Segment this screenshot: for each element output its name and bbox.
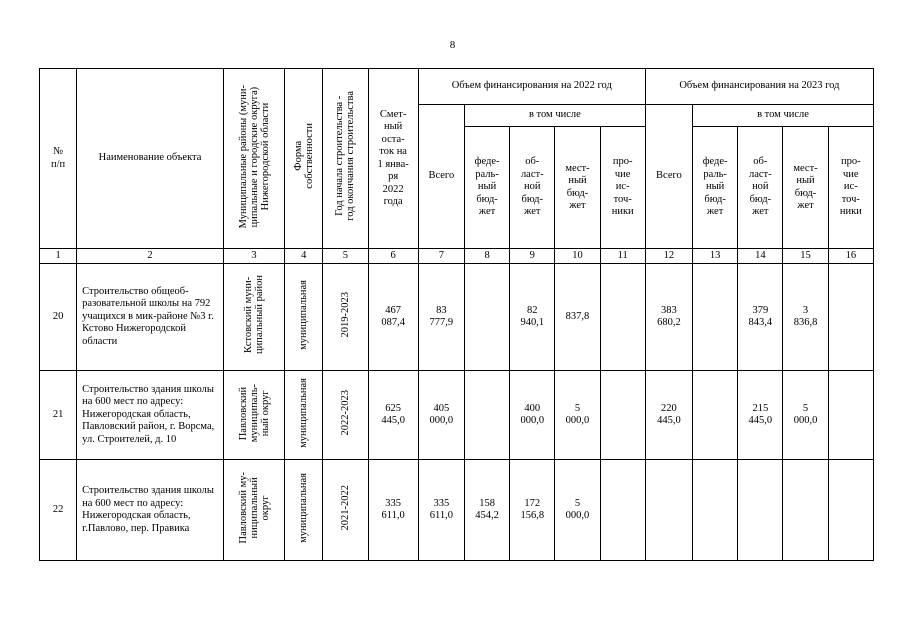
local-2022: 5 000,0 bbox=[555, 460, 600, 561]
column-index: 7 bbox=[418, 249, 464, 264]
header-local-2023: мест- ный бюд- жет bbox=[783, 127, 828, 249]
row-number: 22 bbox=[40, 460, 77, 561]
header-local-2022: мест- ный бюд- жет bbox=[555, 127, 600, 249]
header-num: № п/п bbox=[40, 69, 77, 249]
header-including-2023: в том числе bbox=[693, 105, 874, 127]
row-number: 20 bbox=[40, 264, 77, 371]
column-index: 15 bbox=[783, 249, 828, 264]
header-total-2022: Всего bbox=[418, 105, 464, 249]
other-2022 bbox=[600, 460, 645, 561]
regional-2022: 82 940,1 bbox=[510, 264, 555, 371]
ownership: муниципальная bbox=[298, 377, 310, 448]
header-federal-2022: феде- раль- ный бюд- жет bbox=[464, 127, 509, 249]
regional-2023: 215 445,0 bbox=[738, 371, 783, 460]
column-index: 8 bbox=[464, 249, 509, 264]
total-2022: 83 777,9 bbox=[418, 264, 464, 371]
table-row bbox=[40, 460, 874, 561]
district: Павловский му- ниципальный округ bbox=[237, 472, 271, 544]
header-period-cell bbox=[323, 69, 368, 249]
header-district: Муниципальные районы (муни- ципальные и городские округа) Нижегородской области bbox=[237, 84, 271, 228]
federal-2023 bbox=[693, 371, 738, 460]
column-index: 1 bbox=[40, 249, 77, 264]
period-cell bbox=[323, 460, 368, 561]
header-federal-2023: феде- раль- ный бюд- жет bbox=[693, 127, 738, 249]
object-name: Строительство здания школы на 600 мест по адресу: Нижегородская область, Павловский район, г. Ворсма, ул. Строителей, д. 10 bbox=[77, 371, 224, 460]
header-including-2022: в том числе bbox=[464, 105, 645, 127]
column-index: 6 bbox=[368, 249, 418, 264]
balance: 467 087,4 bbox=[368, 264, 418, 371]
column-index: 3 bbox=[223, 249, 284, 264]
header-fin-2022: Объем финансирования на 2022 год bbox=[418, 69, 645, 105]
header-name: Наименование объекта bbox=[77, 69, 224, 249]
local-2022: 5 000,0 bbox=[555, 371, 600, 460]
column-index: 16 bbox=[828, 249, 873, 264]
ownership: муниципальная bbox=[298, 279, 310, 350]
header-ownership: Форма собственности bbox=[292, 123, 315, 190]
column-index: 2 bbox=[77, 249, 224, 264]
regional-2023: 379 843,4 bbox=[738, 264, 783, 371]
column-index: 5 bbox=[323, 249, 368, 264]
other-2023 bbox=[828, 264, 873, 371]
other-2023 bbox=[828, 371, 873, 460]
ownership-cell bbox=[285, 264, 323, 371]
district-cell bbox=[223, 460, 284, 561]
total-2022: 405 000,0 bbox=[418, 371, 464, 460]
period: 2022-2023 bbox=[339, 390, 351, 436]
federal-2023 bbox=[693, 460, 738, 561]
district: Павловский муниципаль- ный округ bbox=[237, 383, 271, 442]
period: 2019-2023 bbox=[339, 292, 351, 338]
page-number: 8 bbox=[449, 39, 456, 51]
table-row bbox=[40, 371, 874, 460]
ownership-cell bbox=[285, 371, 323, 460]
column-index: 9 bbox=[510, 249, 555, 264]
local-2023 bbox=[783, 460, 828, 561]
local-2022: 837,8 bbox=[555, 264, 600, 371]
row-number: 21 bbox=[40, 371, 77, 460]
header-period: Год начала строительства - год окончания строительства bbox=[334, 91, 357, 222]
federal-2023 bbox=[693, 264, 738, 371]
local-2023: 5 000,0 bbox=[783, 371, 828, 460]
federal-2022: 158 454,2 bbox=[464, 460, 509, 561]
header-other-2023: про- чие ис- точ- ники bbox=[828, 127, 873, 249]
period-cell bbox=[323, 264, 368, 371]
total-2023: 383 680,2 bbox=[645, 264, 692, 371]
district-cell bbox=[223, 371, 284, 460]
column-index-row bbox=[40, 249, 874, 264]
balance: 625 445,0 bbox=[368, 371, 418, 460]
header-regional-2022: об- ласт- ной бюд- жет bbox=[510, 127, 555, 249]
column-index: 4 bbox=[285, 249, 323, 264]
total-2022: 335 611,0 bbox=[418, 460, 464, 561]
header-fin-2023: Объем финансирования на 2023 год bbox=[645, 69, 873, 105]
federal-2022 bbox=[464, 371, 509, 460]
period: 2021-2022 bbox=[339, 485, 351, 531]
ownership-cell bbox=[285, 460, 323, 561]
header-other-2022: про- чие ис- точ- ники bbox=[600, 127, 645, 249]
table-row bbox=[40, 264, 874, 371]
column-index: 12 bbox=[645, 249, 692, 264]
total-2023: 220 445,0 bbox=[645, 371, 692, 460]
regional-2022: 172 156,8 bbox=[510, 460, 555, 561]
header-ownership-cell bbox=[285, 69, 323, 249]
object-name: Строительство здания школы на 600 мест по адресу: Нижегородская область, г.Павлово, пер. Правика bbox=[77, 460, 224, 561]
period-cell bbox=[323, 371, 368, 460]
header-district-cell bbox=[223, 69, 284, 249]
district-cell bbox=[223, 264, 284, 371]
column-index: 14 bbox=[738, 249, 783, 264]
other-2022 bbox=[600, 371, 645, 460]
header-balance: Смет- ный оста- ток на 1 янва- ря 2022 года bbox=[368, 69, 418, 249]
header-regional-2023: об- ласт- ной бюд- жет bbox=[738, 127, 783, 249]
column-index: 13 bbox=[693, 249, 738, 264]
ownership: муниципальная bbox=[298, 472, 310, 543]
column-index: 10 bbox=[555, 249, 600, 264]
regional-2022: 400 000,0 bbox=[510, 371, 555, 460]
total-2023 bbox=[645, 460, 692, 561]
header-row-1 bbox=[40, 69, 874, 105]
financing-table bbox=[39, 68, 874, 561]
other-2023 bbox=[828, 460, 873, 561]
local-2023: 3 836,8 bbox=[783, 264, 828, 371]
other-2022 bbox=[600, 264, 645, 371]
federal-2022 bbox=[464, 264, 509, 371]
column-index: 11 bbox=[600, 249, 645, 264]
regional-2023 bbox=[738, 460, 783, 561]
district: Кстовский муни- ципальный район bbox=[243, 275, 265, 355]
object-name: Строительство общеоб-разовательной школы на 792 учащихся в мик-районе №3 г. Кстово Нижегородской области bbox=[77, 264, 224, 371]
header-total-2023: Всего bbox=[645, 105, 692, 249]
balance: 335 611,0 bbox=[368, 460, 418, 561]
